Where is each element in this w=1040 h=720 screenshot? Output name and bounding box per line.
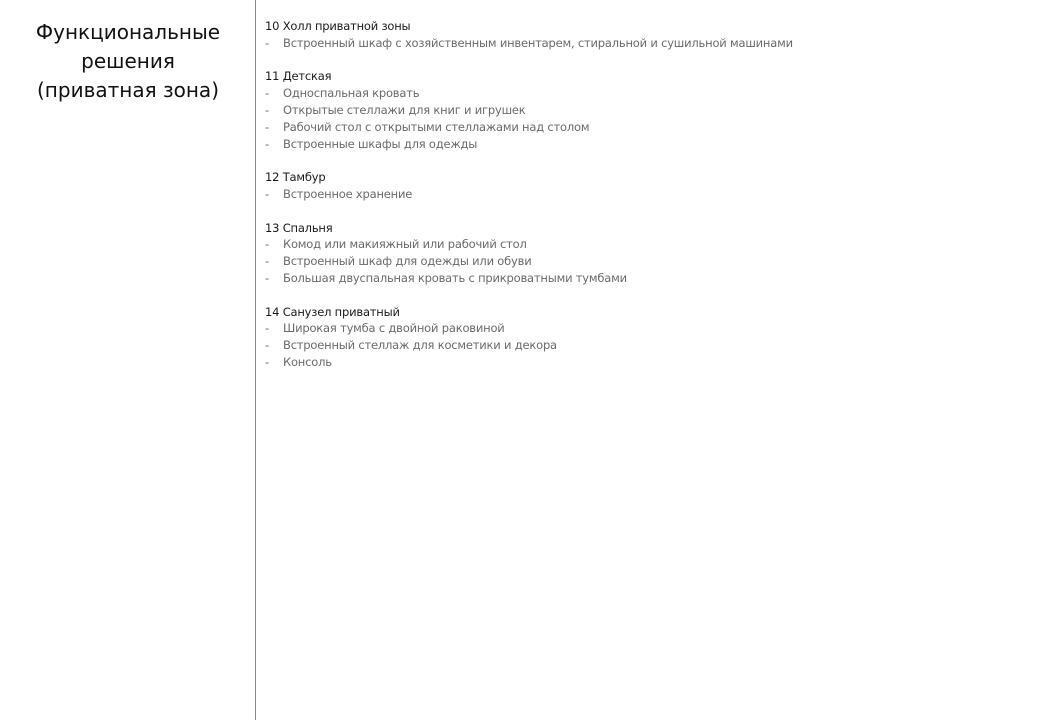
list-item (265, 253, 1025, 270)
room-title: 10 Холл приватной зоны (265, 19, 411, 33)
bullet-dash: - (265, 102, 269, 117)
list-item-text: Большая двуспальная кровать с прикроватными тумбами (283, 270, 627, 285)
bullet-dash: - (265, 136, 269, 151)
bullet-dash: - (265, 119, 269, 134)
list-item (265, 236, 1025, 253)
bullet-dash: - (265, 237, 269, 252)
room-list (265, 18, 1025, 388)
list-item (265, 320, 1025, 337)
slide-title-line: решения (81, 49, 175, 73)
list-item-text: Встроенный шкаф для одежды или обуви (283, 254, 532, 269)
list-item (265, 119, 1025, 136)
vertical-divider (255, 0, 256, 720)
list-item (265, 85, 1025, 102)
list-item-text: Встроенное хранение (283, 186, 413, 201)
list-item (265, 337, 1025, 354)
slide-title (0, 18, 256, 105)
list-item (265, 136, 1025, 153)
list-item-text: Встроенный стеллаж для косметики и декора (283, 338, 557, 353)
list-item (265, 270, 1025, 287)
room-title: 11 Детская (265, 69, 332, 84)
bullet-dash: - (265, 86, 269, 101)
room-section (265, 304, 1025, 371)
list-item (265, 186, 1025, 203)
list-item-text: Рабочий стол с открытыми стеллажами над столом (283, 119, 590, 134)
room-title: 12 Тамбур (265, 170, 326, 185)
room-section (265, 68, 1025, 152)
list-item-text: Открытые стеллажи для книг и игрушек (283, 102, 526, 117)
room-section (265, 169, 1025, 203)
list-item (265, 354, 1025, 371)
room-title: 13 Спальня (265, 220, 333, 235)
bullet-dash: - (265, 35, 269, 50)
bullet-dash: - (265, 270, 269, 285)
list-item-text: Встроенный шкаф с хозяйственным инвентарем, стиральной и сушильной машинами (283, 35, 793, 50)
slide-title-line: (приватная зона) (37, 78, 219, 102)
list-item-text: Широкая тумба с двойной раковиной (283, 321, 505, 336)
bullet-dash: - (265, 354, 269, 369)
list-item-text: Односпальная кровать (283, 86, 420, 101)
slide-title-line: Функциональные (35, 20, 221, 44)
list-item-text: Консоль (283, 354, 332, 369)
room-section (265, 18, 1025, 52)
room-title: 14 Санузел приватный (265, 304, 400, 319)
list-item-text: Комод или макияжный или рабочий стол (283, 237, 527, 252)
room-section (265, 220, 1025, 287)
bullet-dash: - (265, 254, 269, 269)
list-item (265, 102, 1025, 119)
bullet-dash: - (265, 186, 269, 201)
list-item-text: Встроенные шкафы для одежды (283, 136, 478, 151)
bullet-dash: - (265, 338, 269, 353)
list-item (265, 35, 1025, 52)
bullet-dash: - (265, 321, 269, 336)
